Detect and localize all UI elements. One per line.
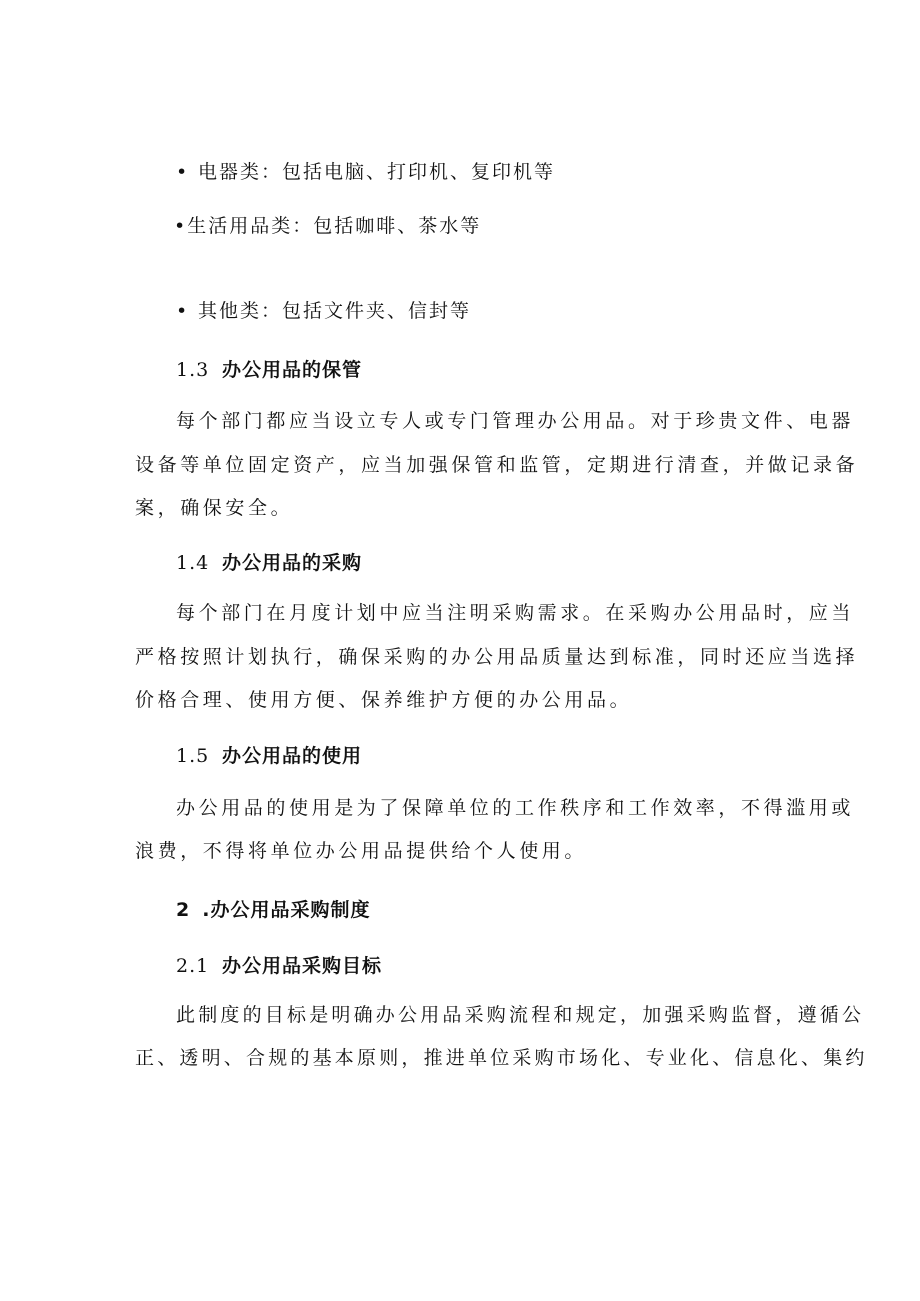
section-title: 办公用品的保管 bbox=[222, 359, 363, 381]
bullet-item-electrical bbox=[176, 158, 555, 186]
section-heading-2 bbox=[176, 896, 370, 924]
paragraph-line: 设备等单位固定资产，应当加强保管和监管，定期进行清查，并做记录备 bbox=[135, 454, 859, 476]
paragraph-line: 每个部门在月度计划中应当注明采购需求。在采购办公用品时，应当 bbox=[176, 602, 855, 624]
section-heading-2-1 bbox=[176, 952, 382, 980]
bullet-mark: • bbox=[176, 300, 190, 322]
bullet-text: 生活用品类：包括咖啡、茶水等 bbox=[187, 215, 482, 237]
section-title: 办公用品的采购 bbox=[222, 552, 363, 574]
paragraph-line: 案，确保安全。 bbox=[135, 497, 294, 519]
bullet-mark: • bbox=[176, 161, 190, 183]
paragraph-line: 办公用品的使用是为了保障单位的工作秩序和工作效率，不得滥用或 bbox=[176, 797, 855, 819]
section-title: .办公用品采购制度 bbox=[202, 899, 371, 921]
bullet-item-other bbox=[176, 297, 471, 325]
section-heading-1-4 bbox=[176, 549, 362, 577]
paragraph-line: 此制度的目标是明确办公用品采购流程和规定，加强采购监督，遵循公 bbox=[176, 1004, 865, 1026]
section-heading-1-3 bbox=[176, 356, 362, 384]
bullet-text: 其他类：包括文件夹、信封等 bbox=[198, 300, 472, 322]
section-number: 1.5 bbox=[176, 745, 210, 767]
section-number: 1.3 bbox=[176, 359, 210, 381]
section-number: 2 bbox=[176, 899, 191, 921]
section-title: 办公用品采购目标 bbox=[222, 955, 383, 977]
section-number: 2.1 bbox=[176, 955, 210, 977]
paragraph-line: 正、透明、合规的基本原则，推进单位采购市场化、专业化、信息化、集约 bbox=[135, 1047, 868, 1069]
paragraph-line: 每个部门都应当设立专人或专门管理办公用品。对于珍贵文件、电器 bbox=[176, 410, 855, 432]
paragraph-line: 浪费，不得将单位办公用品提供给个人使用。 bbox=[135, 840, 588, 862]
bullet-item-living bbox=[174, 212, 481, 240]
paragraph-line: 价格合理、使用方便、保养维护方便的办公用品。 bbox=[135, 689, 633, 711]
section-heading-1-5 bbox=[176, 742, 362, 770]
bullet-text: 电器类：包括电脑、打印机、复印机等 bbox=[198, 161, 556, 183]
section-number: 1.4 bbox=[176, 552, 210, 574]
paragraph-line: 严格按照计划执行，确保采购的办公用品质量达到标准，同时还应当选择 bbox=[135, 646, 859, 668]
section-title: 办公用品的使用 bbox=[222, 745, 363, 767]
bullet-mark: • bbox=[174, 215, 188, 237]
